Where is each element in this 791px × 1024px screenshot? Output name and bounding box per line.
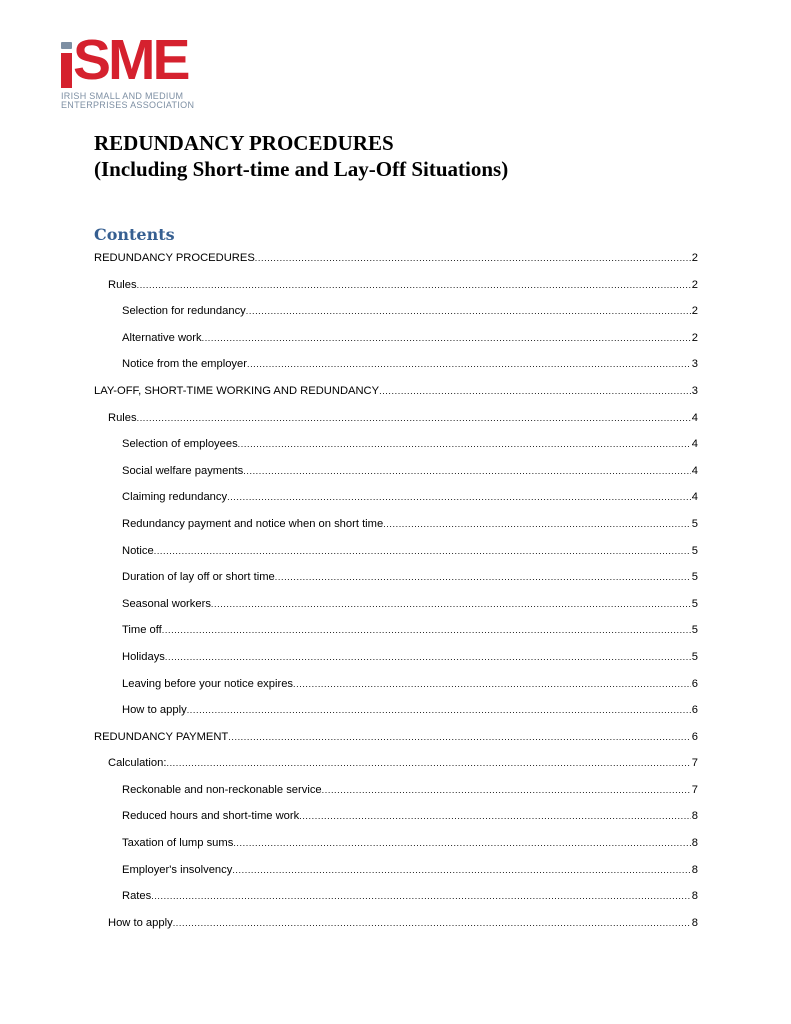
toc-entry[interactable] <box>94 806 698 833</box>
isme-logo <box>61 28 231 110</box>
toc-entry[interactable] <box>94 301 698 328</box>
toc-entry-title: Notice from the employer <box>122 358 247 371</box>
toc-dot-leader <box>137 276 691 294</box>
toc-entry-page: 8 <box>691 890 698 903</box>
toc-entry[interactable] <box>94 248 698 275</box>
contents-heading: Contents <box>94 225 175 244</box>
toc-entry-title: Social welfare payments <box>122 464 244 477</box>
toc-entry[interactable] <box>94 620 698 647</box>
toc-entry-title: Seasonal workers <box>122 597 211 610</box>
logo-letters: SME <box>73 28 188 92</box>
toc-entry[interactable] <box>94 833 698 860</box>
toc-entry-title: How to apply <box>108 916 173 929</box>
toc-entry[interactable] <box>94 674 698 701</box>
toc-entry-page: 6 <box>691 677 698 690</box>
toc-dot-leader <box>299 807 691 825</box>
toc-entry[interactable] <box>94 753 698 780</box>
toc-entry-page: 7 <box>691 783 698 796</box>
toc-dot-leader <box>211 595 691 613</box>
logo-tagline <box>61 92 194 110</box>
toc-entry-title: How to apply <box>122 704 187 717</box>
toc-dot-leader <box>227 488 691 506</box>
toc-entry-title: Duration of lay off or short time <box>122 571 275 584</box>
toc-entry[interactable] <box>94 381 698 408</box>
toc-dot-leader <box>154 542 691 560</box>
toc-dot-leader <box>187 701 691 719</box>
toc-entry-page: 8 <box>691 916 698 929</box>
toc-entry-page: 5 <box>691 571 698 584</box>
toc-entry-page: 5 <box>691 650 698 663</box>
toc-dot-leader <box>255 249 691 267</box>
toc-dot-leader <box>383 515 691 533</box>
toc-dot-leader <box>238 435 691 453</box>
toc-entry-title: Reduced hours and short-time work <box>122 810 300 823</box>
toc-entry[interactable] <box>94 328 698 355</box>
toc-entry-title: Rules <box>108 411 137 424</box>
toc-dot-leader <box>228 728 691 746</box>
toc-entry-page: 3 <box>691 384 698 397</box>
toc-entry[interactable] <box>94 408 698 435</box>
toc-entry-page: 2 <box>691 331 698 344</box>
toc-entry-page: 4 <box>691 438 698 451</box>
toc-entry-title: Taxation of lump sums <box>122 837 234 850</box>
toc-entry[interactable] <box>94 647 698 674</box>
toc-dot-leader <box>322 781 691 799</box>
toc-entry-page: 5 <box>691 624 698 637</box>
toc-entry-page: 6 <box>691 730 698 743</box>
toc-entry[interactable] <box>94 567 698 594</box>
toc-dot-leader <box>202 329 691 347</box>
toc-entry-title: Selection of employees <box>122 438 238 451</box>
toc-entry[interactable] <box>94 860 698 887</box>
toc-entry-page: 4 <box>691 464 698 477</box>
document-title <box>94 130 508 182</box>
toc-entry-page: 5 <box>691 597 698 610</box>
toc-entry-title: REDUNDANCY PROCEDURES <box>94 252 255 264</box>
logo-i-stem <box>61 53 72 88</box>
toc-entry[interactable] <box>94 700 698 727</box>
toc-entry[interactable] <box>94 514 698 541</box>
logo-i-dot <box>61 42 72 49</box>
toc-entry-page: 7 <box>691 757 698 770</box>
toc-dot-leader <box>137 409 691 427</box>
toc-dot-leader <box>165 648 691 666</box>
toc-entry-title: Alternative work <box>122 331 202 344</box>
logo-tagline-line1: IRISH SMALL AND MEDIUM <box>61 91 184 101</box>
toc-dot-leader <box>275 568 691 586</box>
toc-entry[interactable] <box>94 461 698 488</box>
toc-entry[interactable] <box>94 594 698 621</box>
toc-entry-title: Holidays <box>122 650 165 663</box>
toc-entry-title: Rules <box>108 278 137 291</box>
toc-entry-page: 4 <box>691 411 698 424</box>
toc-dot-leader <box>247 355 691 373</box>
toc-entry[interactable] <box>94 727 698 754</box>
toc-entry[interactable] <box>94 434 698 461</box>
logo-tagline-line2: ENTERPRISES ASSOCIATION <box>61 100 195 110</box>
toc-entry-page: 2 <box>691 278 698 291</box>
document-title-line2: (Including Short-time and Lay-Off Situations) <box>94 157 509 181</box>
table-of-contents <box>94 248 698 939</box>
toc-entry-title: Selection for redundancy <box>122 305 246 318</box>
toc-entry-page: 8 <box>691 837 698 850</box>
toc-dot-leader <box>232 861 690 879</box>
toc-entry-title: Notice <box>122 544 154 557</box>
toc-entry-title: Claiming redundancy <box>122 491 228 504</box>
toc-entry[interactable] <box>94 354 698 381</box>
toc-dot-leader <box>293 675 691 693</box>
toc-dot-leader <box>162 621 691 639</box>
toc-entry-page: 2 <box>691 305 698 318</box>
toc-entry[interactable] <box>94 780 698 807</box>
toc-entry-page: 2 <box>691 252 698 264</box>
toc-entry-page: 3 <box>691 358 698 371</box>
toc-dot-leader <box>246 302 691 320</box>
toc-entry-title: Rates <box>122 890 152 903</box>
toc-entry-page: 8 <box>691 863 698 876</box>
toc-entry-title: Employer's insolvency <box>122 863 233 876</box>
toc-dot-leader <box>151 887 691 905</box>
toc-entry[interactable] <box>94 913 698 940</box>
toc-entry[interactable] <box>94 487 698 514</box>
toc-entry-title: REDUNDANCY PAYMENT <box>94 730 229 743</box>
toc-entry-page: 5 <box>691 517 698 530</box>
toc-dot-leader <box>166 754 690 772</box>
toc-dot-leader <box>233 834 690 852</box>
toc-entry-page: 5 <box>691 544 698 557</box>
toc-entry-title: LAY-OFF, SHORT-TIME WORKING AND REDUNDANCY <box>94 384 380 397</box>
toc-dot-leader <box>379 382 691 400</box>
toc-entry-title: Reckonable and non-reckonable service <box>122 783 322 796</box>
toc-entry-title: Calculation: <box>108 757 167 770</box>
toc-entry[interactable] <box>94 886 698 913</box>
toc-dot-leader <box>173 914 691 932</box>
toc-entry[interactable] <box>94 275 698 302</box>
toc-entry-page: 4 <box>691 491 698 504</box>
toc-entry-title: Leaving before your notice expires <box>122 677 294 690</box>
logo-wordmark <box>61 28 231 92</box>
toc-entry[interactable] <box>94 541 698 568</box>
toc-entry-page: 6 <box>691 704 698 717</box>
toc-dot-leader <box>243 462 691 480</box>
document-title-line1: REDUNDANCY PROCEDURES <box>94 131 394 155</box>
toc-entry-title: Redundancy payment and notice when on short time <box>122 517 384 530</box>
toc-entry-page: 8 <box>691 810 698 823</box>
toc-entry-title: Time off <box>122 624 162 637</box>
